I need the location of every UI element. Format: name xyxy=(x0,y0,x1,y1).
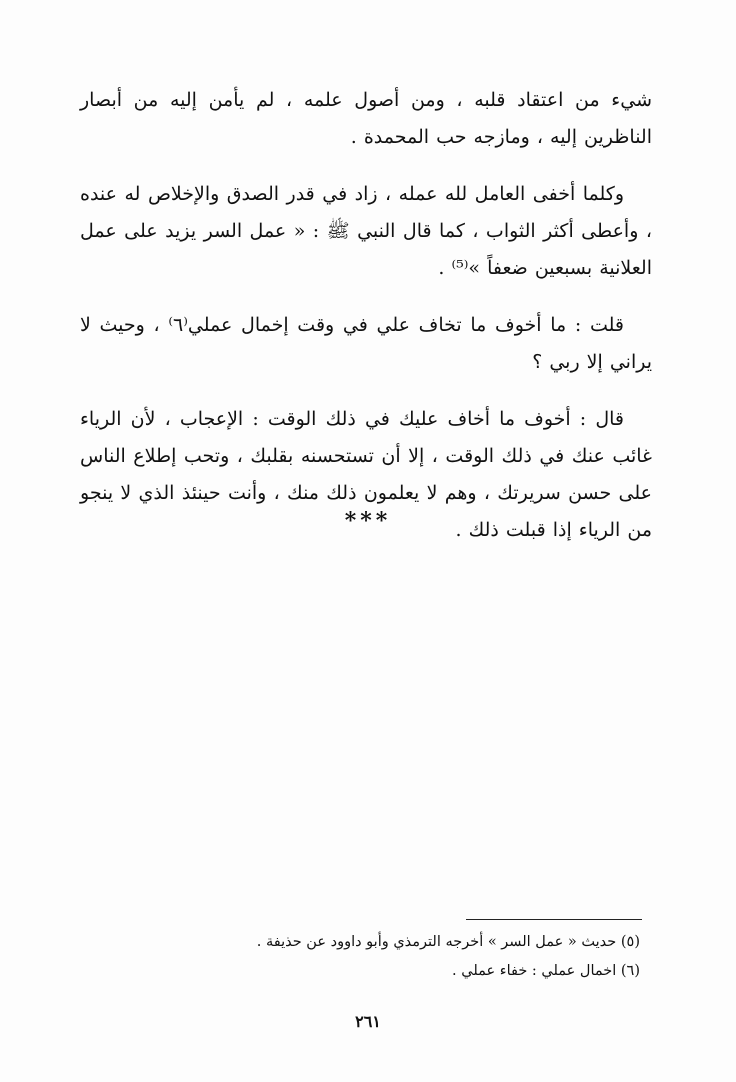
body-text xyxy=(80,82,652,569)
page-number: ٢٦١ xyxy=(355,1012,381,1031)
section-separator: *** xyxy=(344,508,392,534)
footnote-6: (٦) اخمال عملي : خفاء عملي . xyxy=(452,963,640,979)
footnotes xyxy=(200,928,640,986)
paragraph-1: شيء من اعتقاد قلبه ، ومن أصول علمه ، لم يأمن إليه من أبصار الناظرين إليه ، ومازجه حب المحمدة . xyxy=(80,89,652,148)
paragraph-2: وكلما أخفى العامل لله عمله ، زاد في قدر الصدق والإخلاص له عنده ، وأعطى أكثر الثواب ، كما قال النبي ﷺ : « عمل السر يزيد على عمل العلانية بسبعين ضعفاً »⁽⁵⁾ . xyxy=(80,183,652,279)
paragraph-4: قال : أخوف ما أخاف عليك في ذلك الوقت : الإعجاب ، لأن الرياء غائب عنك في ذلك الوقت ، إلا أن تستحسنه بقلبك ، وتحب إطلاع الناس على حسن سريرتك ، وهم لا يعلمون ذلك منك ، وأنت حينئذ الذي لا ينجو من الرياء إذا قبلت ذلك . xyxy=(80,408,652,541)
footnote-rule xyxy=(466,919,642,920)
paragraph-3: قلت : ما أخوف ما تخاف علي في وقت إخمال عملي⁽٦⁾ ، وحيث لا يراني إلا ربي ؟ xyxy=(80,314,652,373)
footnote-5: (٥) حديث « عمل السر » أخرجه الترمذي وأبو داوود عن حذيفة . xyxy=(256,934,640,950)
